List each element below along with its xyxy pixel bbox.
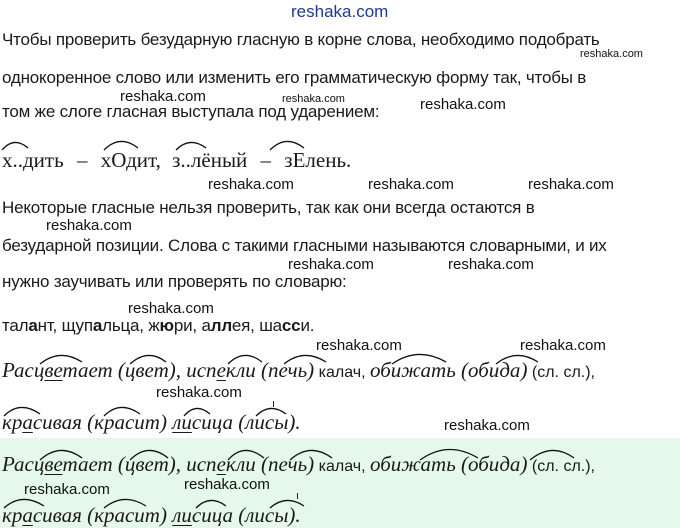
text: сит)	[124, 410, 173, 434]
watermark: reshaka.com	[520, 337, 606, 354]
text: нт, щуп	[37, 316, 93, 335]
root-underline: е	[216, 358, 226, 382]
dash: –	[76, 148, 88, 172]
watermark: reshaka.com	[120, 88, 206, 105]
root-underline: ве	[44, 358, 63, 382]
text: кр	[2, 410, 23, 434]
root-underline: ли	[172, 410, 192, 434]
highlight-letter: а	[92, 316, 103, 335]
text: (	[455, 358, 469, 382]
text: )	[307, 452, 315, 476]
text: Расц	[2, 452, 45, 476]
watermark: reshaka.com	[282, 93, 345, 105]
watermark: reshaka.com	[528, 176, 614, 193]
watermark: reshaka.com	[420, 96, 506, 113]
text: а	[114, 503, 125, 527]
text: об	[369, 452, 391, 476]
text: льца, ж	[102, 316, 160, 335]
text: (сл. сл.),	[527, 364, 595, 381]
check-word: ли	[245, 410, 265, 434]
text: кр	[2, 503, 23, 527]
check-word: цвет	[124, 452, 169, 476]
watermark: reshaka.com	[368, 176, 454, 193]
text: ), исп	[168, 358, 217, 382]
site-watermark-top[interactable]: reshaka.com	[291, 2, 389, 21]
task-sentence-2	[2, 410, 301, 435]
rule-paragraph-line-1: Чтобы проверить безударную гласную в корне слова, необходимо подобрать	[2, 30, 600, 49]
check-word: ли	[245, 503, 265, 527]
text: ).	[288, 410, 301, 434]
watermark: reshaka.com	[24, 481, 110, 498]
dictionary-words	[2, 316, 314, 336]
root-underline: а	[22, 503, 33, 527]
root-underline: ве	[44, 452, 63, 476]
dash: –	[260, 148, 272, 172]
text: сивая (	[32, 503, 95, 527]
example-word-2: хОдит,	[100, 148, 161, 172]
text: калач,	[314, 458, 370, 475]
text: кр	[94, 503, 115, 527]
text: ри, а	[173, 316, 211, 335]
highlight-letter: ю	[159, 316, 174, 335]
highlight-letter: лл	[210, 316, 232, 335]
text: сы	[264, 503, 289, 527]
watermark: reshaka.com	[156, 384, 242, 401]
vocab-paragraph-line-3: нужно заучивать или проверять по словарю:	[2, 272, 347, 291]
stress-mark: ı	[272, 398, 276, 410]
text: сица (	[191, 503, 246, 527]
watermark: reshaka.com	[288, 256, 374, 273]
rule-paragraph-line-2: однокоренное слово или изменить его грамматическую форму так, чтобы в	[2, 68, 587, 87]
text: и.	[300, 316, 315, 335]
task-sentence-1	[2, 358, 595, 383]
text: )	[520, 358, 528, 382]
text: тает (	[62, 358, 125, 382]
text: кр	[94, 410, 115, 434]
text: да	[499, 452, 521, 476]
text: сица (	[191, 410, 246, 434]
root-underline: ли	[172, 503, 192, 527]
root-underline: а	[22, 410, 33, 434]
text: кли (	[225, 452, 269, 476]
watermark: reshaka.com	[580, 48, 643, 60]
text: ея, ша	[231, 316, 282, 335]
example-word-1: х..дить	[2, 148, 64, 172]
text: ижать	[390, 452, 456, 476]
vocab-paragraph-line-1: Некоторые гласные нельзя проверить, так как они всегда остаются в	[2, 198, 535, 217]
check-word: оби	[468, 358, 500, 382]
text: ижать	[390, 358, 456, 382]
highlight-letter: сс	[281, 316, 301, 335]
check-word: печь	[268, 358, 308, 382]
watermark: reshaka.com	[444, 417, 530, 434]
text: да	[499, 358, 521, 382]
text: ).	[288, 503, 301, 527]
text: об	[369, 358, 391, 382]
watermark: reshaka.com	[184, 476, 270, 493]
text: )	[307, 358, 315, 382]
answer-sentence-2	[2, 503, 301, 528]
check-word: цвет	[124, 358, 169, 382]
text: (	[455, 452, 469, 476]
vocab-paragraph-line-2: безударной позиции. Слова с такими гласными называются словарными, и их	[2, 236, 607, 255]
text: (сл. сл.),	[527, 458, 595, 475]
text: тает (	[62, 452, 125, 476]
text: кли (	[225, 358, 269, 382]
watermark: reshaka.com	[448, 256, 534, 273]
watermark: reshaka.com	[316, 337, 402, 354]
watermark: reshaka.com	[46, 217, 132, 234]
example-word-3: з..лёный	[172, 148, 248, 172]
highlight-letter: а	[28, 316, 38, 335]
text: калач,	[314, 364, 370, 381]
text: сы	[264, 410, 289, 434]
watermark: reshaka.com	[208, 176, 294, 193]
text: Расц	[2, 358, 45, 382]
root-underline: е	[216, 452, 226, 476]
text: )	[520, 452, 528, 476]
text: а	[114, 410, 125, 434]
text: ), исп	[168, 452, 217, 476]
stress-mark: ı	[296, 490, 300, 502]
text: сит)	[124, 503, 173, 527]
rule-paragraph-line-3: том же слоге гласная выступала под ударением:	[2, 102, 380, 121]
text: тал	[2, 316, 29, 335]
example-words	[2, 148, 351, 173]
watermark: reshaka.com	[128, 300, 214, 317]
check-word: печь	[268, 452, 308, 476]
text: сивая (	[32, 410, 95, 434]
example-word-4: зЕлень.	[284, 148, 352, 172]
check-word: оби	[468, 452, 500, 476]
answer-sentence-1	[2, 452, 595, 477]
